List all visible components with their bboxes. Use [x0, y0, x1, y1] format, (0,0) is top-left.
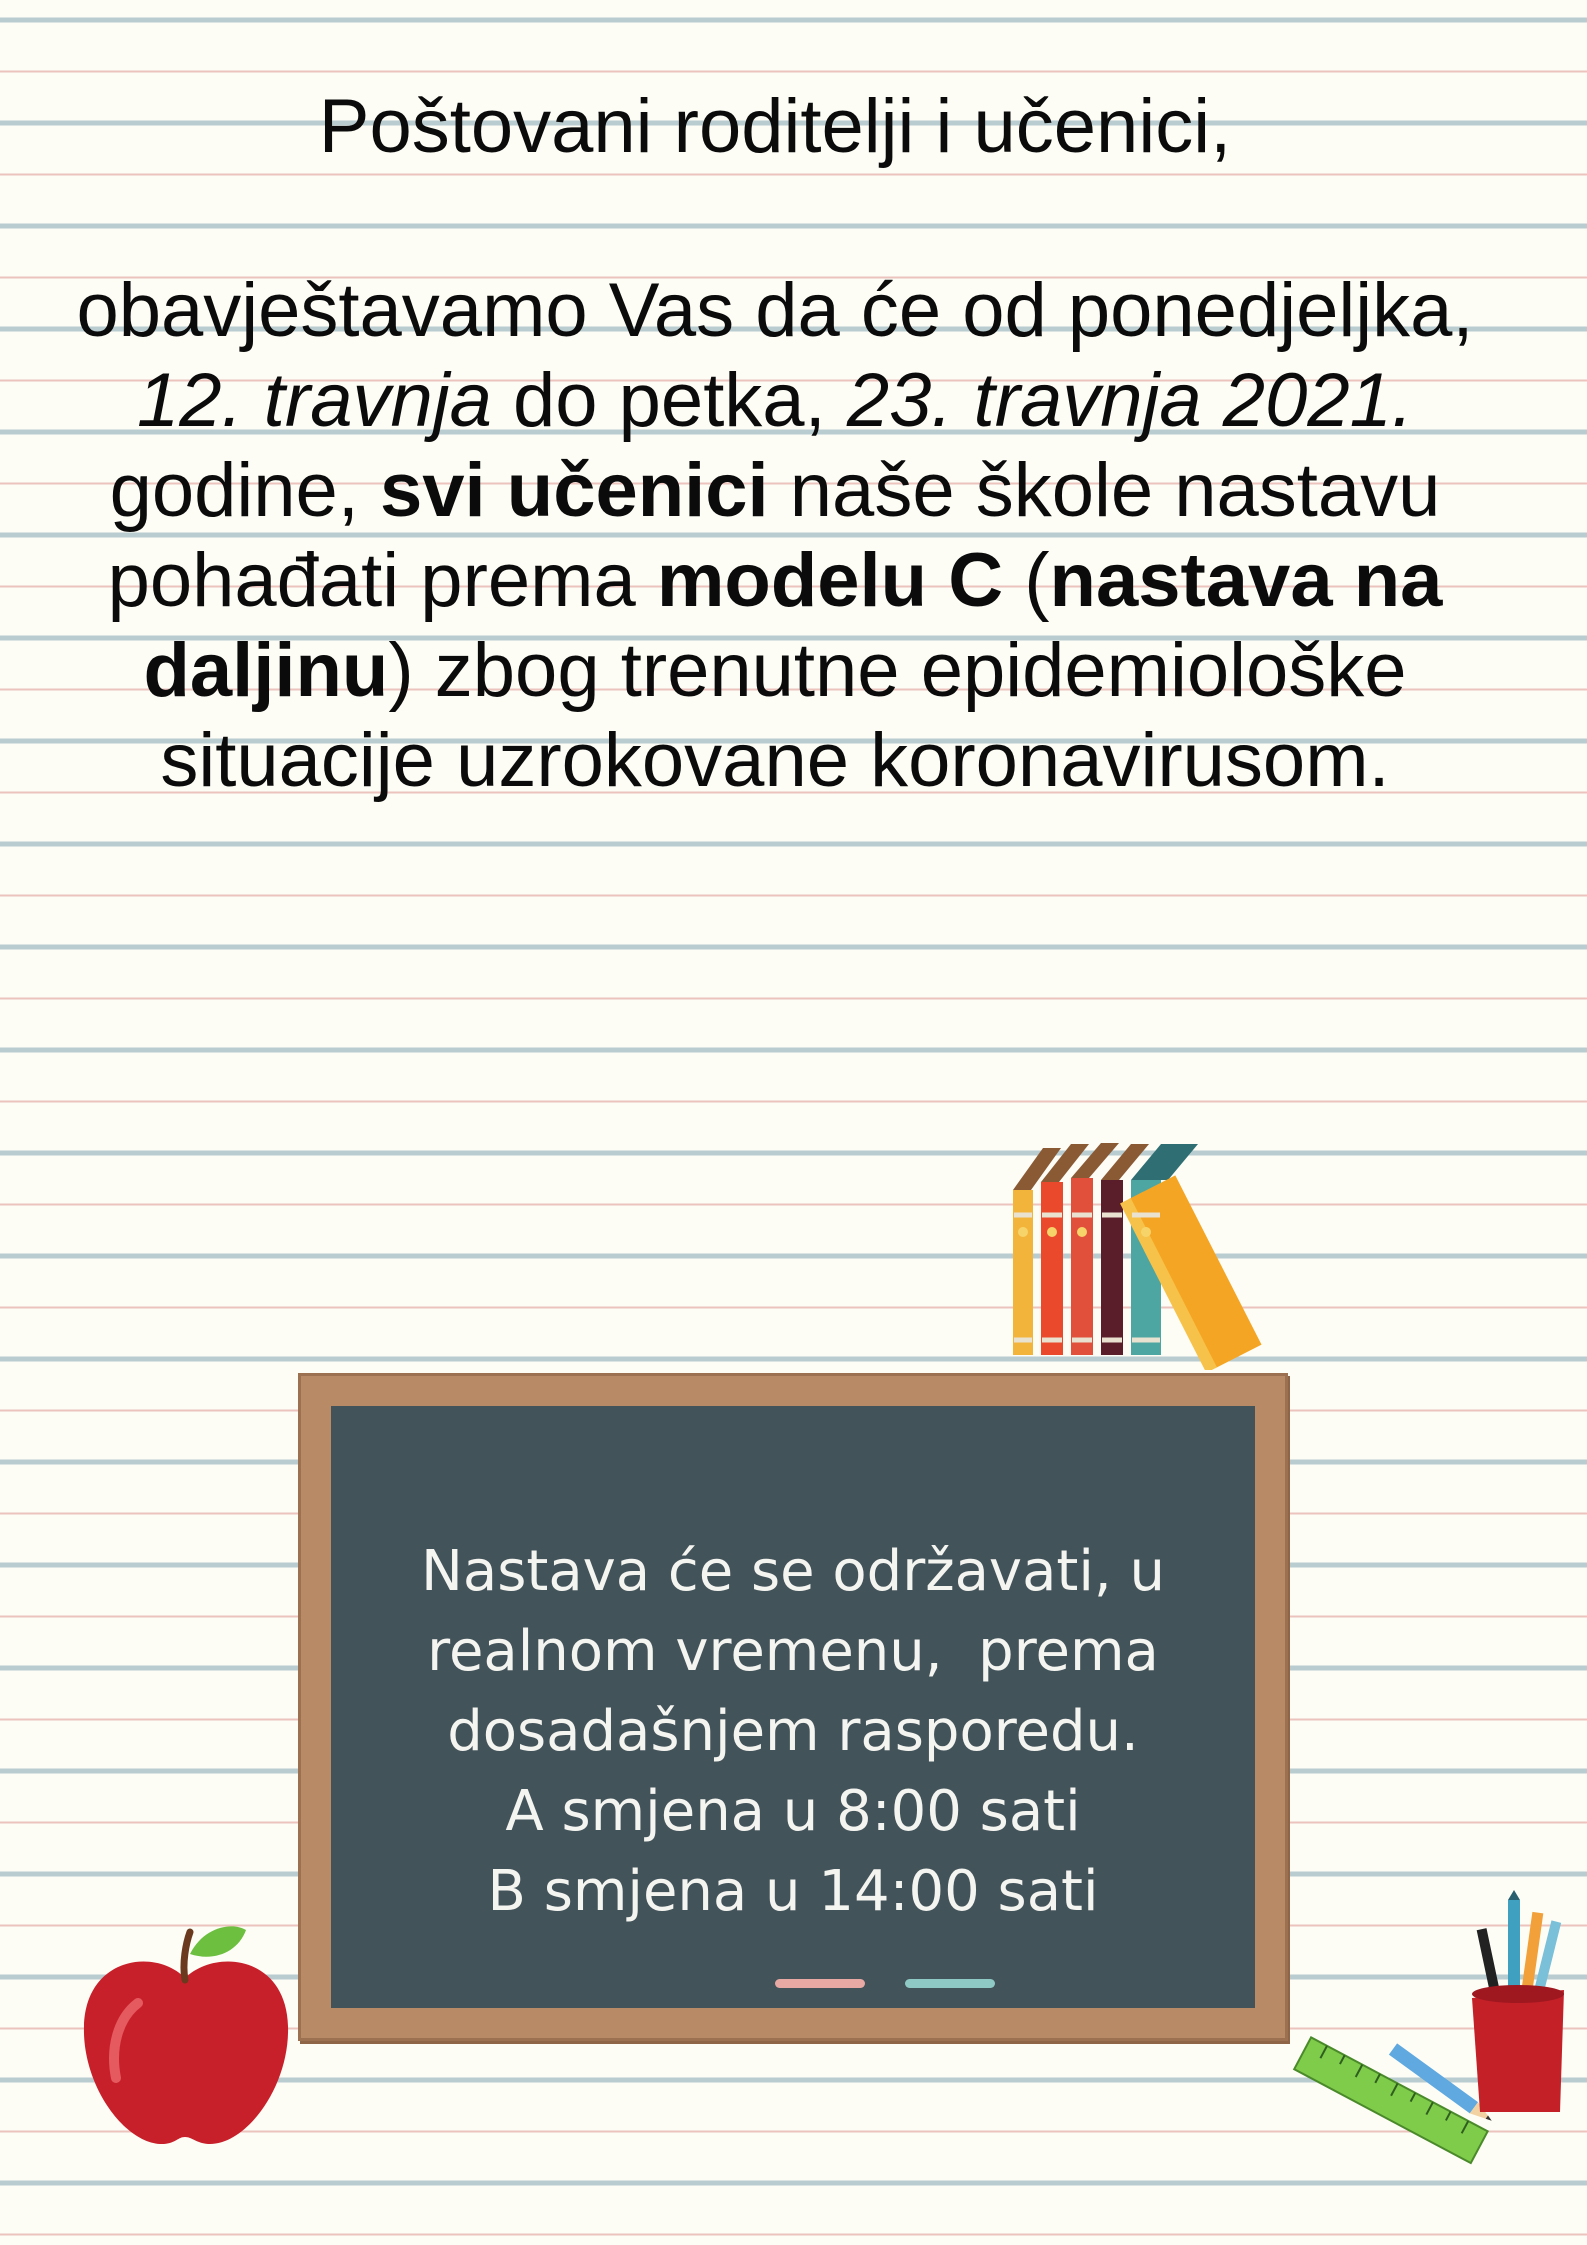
- chalkboard: [331, 1406, 1255, 2008]
- distance-learning-emphasis: nastava na daljinu: [143, 538, 1443, 713]
- greeting: Poštovani roditelji i učenici,: [318, 84, 1232, 169]
- schedule-line: dosadašnjem rasporedu.: [447, 1699, 1139, 1764]
- chalk-pink: [775, 1979, 865, 1988]
- chalkboard-frame: [298, 1373, 1288, 2041]
- books-icon: [1008, 1140, 1288, 1370]
- shift-b-line: B smjena u 14:00 sati: [487, 1859, 1099, 1924]
- pencil-cup-icon: [1464, 1890, 1579, 2120]
- schedule-text: [331, 1532, 1255, 1932]
- text-segment: naše škole nastavu pohađati prema: [107, 448, 1441, 623]
- text-segment: obavještavamo Vas da će od ponedjeljka,: [76, 268, 1474, 353]
- shift-a-line: A smjena u 8:00 sati: [505, 1779, 1081, 1844]
- schedule-line: realnom vremenu, prema: [427, 1619, 1159, 1684]
- chalk-cyan: [905, 1979, 995, 1988]
- all-students-emphasis: svi učenici: [380, 448, 769, 533]
- text-segment: (: [1003, 538, 1050, 623]
- end-date: 23. travnja 2021.: [846, 358, 1413, 443]
- notice-text: [70, 82, 1480, 806]
- text-segment: ) zbog trenutne epidemiološke situacije uzrokovane koronavirusom.: [160, 628, 1407, 803]
- apple-icon: [78, 1908, 293, 2153]
- schedule-line: Nastava će se održavati, u: [421, 1539, 1165, 1604]
- text-segment: godine,: [109, 448, 381, 533]
- text-segment: do petka,: [491, 358, 847, 443]
- announcement-paragraph: [70, 266, 1480, 806]
- model-emphasis: modelu C: [656, 538, 1004, 623]
- start-date: 12. travnja: [137, 358, 492, 443]
